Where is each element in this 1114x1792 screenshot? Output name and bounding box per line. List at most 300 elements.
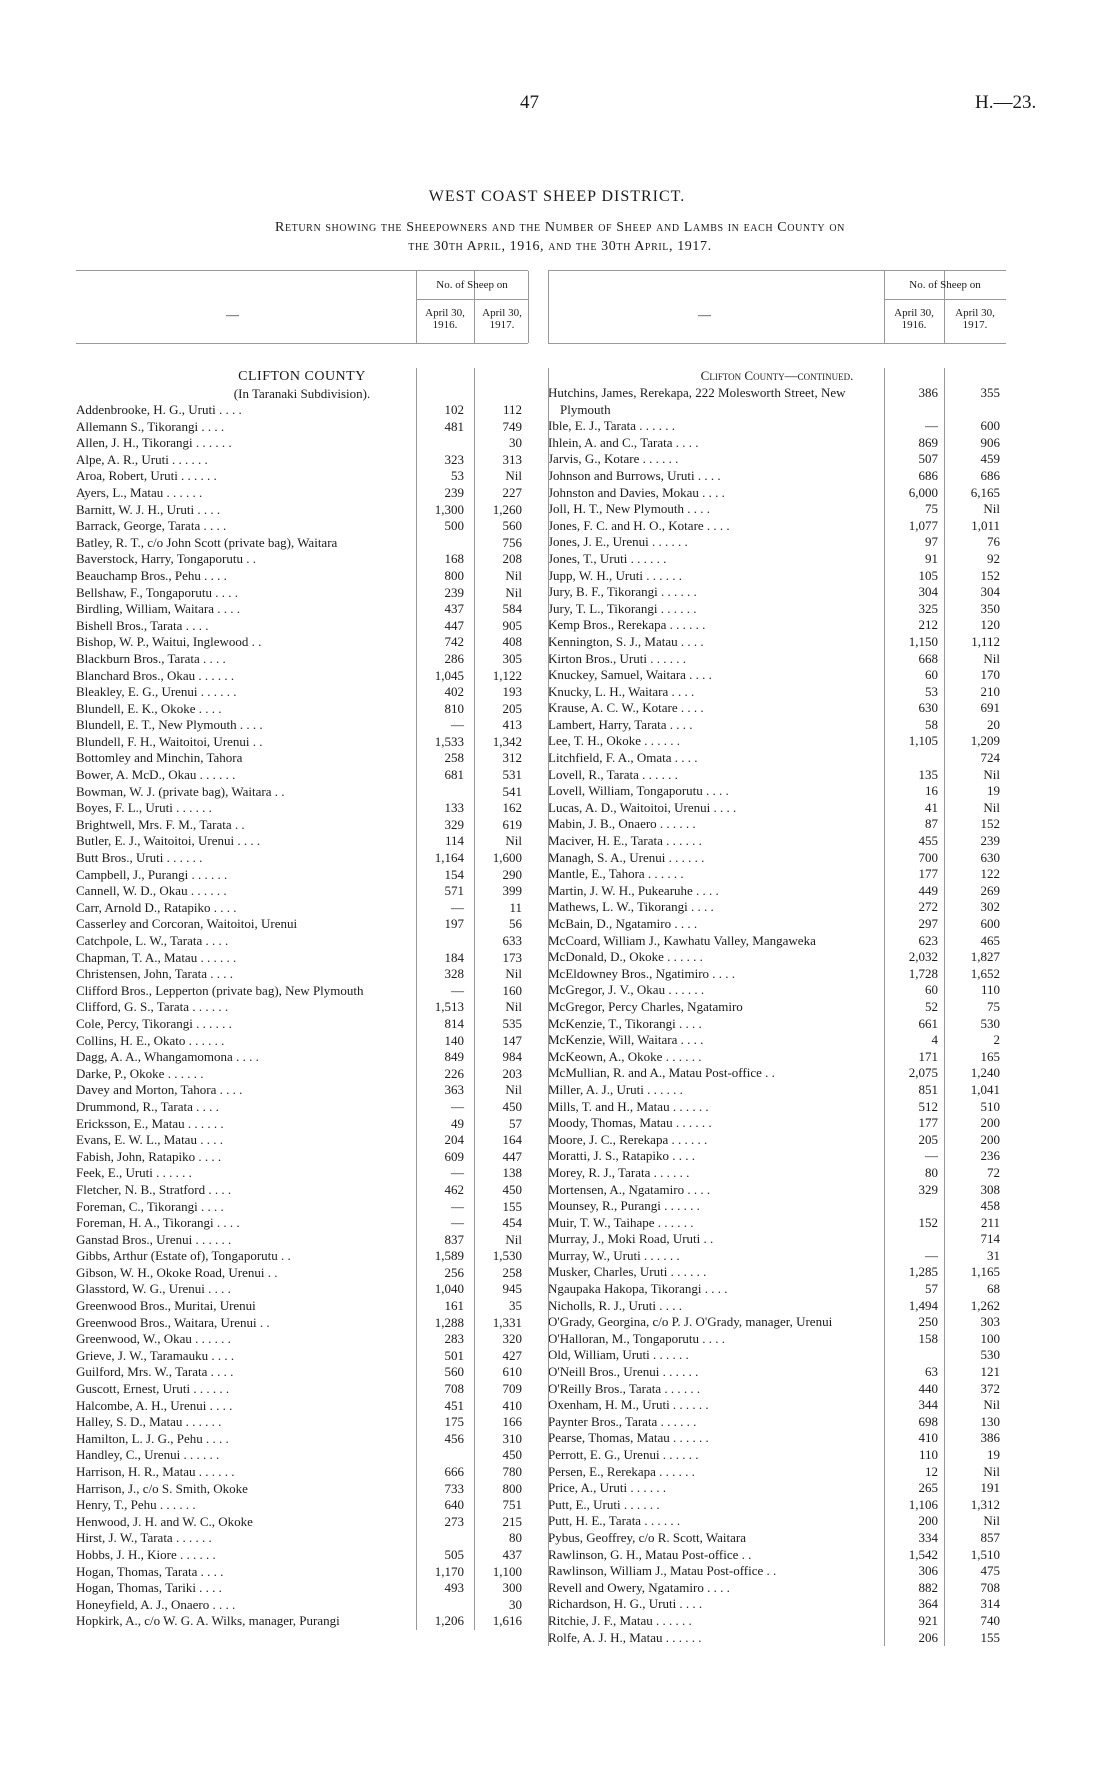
owner-name: Foreman, C., Tikorangi . . . .	[76, 1198, 224, 1214]
sheep-1917: 1,331	[492, 1314, 522, 1330]
owner-name: Hobbs, J. H., Kiore . . . . . .	[76, 1546, 216, 1562]
sheep-1916: 1,106	[908, 1496, 938, 1512]
owner-name: Moratti, J. S., Ratapiko . . . .	[548, 1148, 695, 1164]
sheep-1917: 112	[502, 402, 522, 417]
table-row	[548, 1563, 1006, 1580]
table-row	[548, 1480, 1006, 1497]
sheep-1916: 363	[444, 1082, 464, 1098]
sheep-1916: 110	[918, 1447, 938, 1462]
sheep-1917: 173	[502, 949, 522, 965]
owner-name: Guilford, Mrs. W., Tarata . . . .	[76, 1364, 234, 1380]
owner-name: Johnson and Burrows, Uruti . . . .	[548, 467, 721, 483]
sheep-1916: 226	[444, 1065, 464, 1081]
table-row	[76, 1099, 528, 1116]
sheep-1917: 155	[502, 1198, 522, 1214]
table-row	[76, 1215, 528, 1232]
sheep-1916: 1,542	[908, 1546, 938, 1562]
owner-name: Hutchins, James, Rerekapa, 222 Molesworth Street, New Plymouth	[548, 385, 846, 417]
sheep-1917: 751	[502, 1497, 522, 1513]
sheep-1917: 1,510	[970, 1546, 1000, 1562]
owner-name: Blundell, E. K., Okoke . . . .	[76, 700, 222, 716]
sheep-1916: 58	[925, 716, 938, 732]
owner-name: Lovell, William, Tongaporutu . . . .	[548, 783, 729, 799]
owner-name: Allen, J. H., Tikorangi . . . . . .	[76, 435, 232, 451]
table-row	[548, 1264, 1006, 1281]
owner-name: Feek, E., Uruti . . . . . .	[76, 1165, 192, 1181]
owner-name: Putt, H. E., Tarata . . . . . .	[548, 1513, 681, 1529]
sheep-1917: 686	[980, 467, 1000, 483]
owner-name: Managh, S. A., Urenui . . . . . .	[548, 849, 705, 865]
sheep-1917: 450	[502, 1181, 522, 1197]
table-row	[76, 452, 528, 469]
owner-name: Evans, E. W. L., Matau . . . .	[76, 1132, 223, 1148]
owner-name: McCoard, William J., Kawhatu Valley, Mangaweka	[548, 932, 816, 948]
table-row	[548, 1115, 1006, 1132]
sheep-1916: 250	[918, 1314, 938, 1330]
table-row	[548, 966, 1006, 983]
table-row	[548, 850, 1006, 867]
owner-name: Greenwood Bros., Muritai, Urenui	[76, 1298, 256, 1314]
sheep-1916: 440	[918, 1380, 938, 1396]
sheep-1917: 100	[980, 1330, 1000, 1346]
sheep-1916: 810	[444, 700, 464, 716]
sheep-1916: 1,150	[908, 633, 938, 649]
sheep-1916: 158	[918, 1330, 938, 1346]
owner-name: Litchfield, F. A., Omata . . . .	[548, 750, 698, 766]
sheep-1916: 1,105	[908, 733, 938, 749]
table-row	[76, 850, 528, 867]
sheep-1917: Nil	[983, 766, 1000, 782]
owner-name: Mills, T. and H., Matau . . . . . .	[548, 1098, 709, 1114]
sheep-1916: 344	[918, 1397, 938, 1413]
sheep-1917: 11	[509, 899, 522, 915]
table-row	[548, 700, 1006, 717]
owner-name: Putt, E., Uruti . . . . . .	[548, 1496, 660, 1512]
table-row	[548, 1082, 1006, 1099]
sheep-1917: 530	[980, 1015, 1000, 1031]
sheep-1916: 1,206	[434, 1613, 464, 1629]
sheep-1916: 668	[918, 650, 938, 666]
sheep-1917: 584	[502, 601, 522, 617]
owner-name: Nicholls, R. J., Uruti . . . .	[548, 1297, 682, 1313]
sheep-1916: 175	[444, 1414, 464, 1430]
table-row	[76, 867, 528, 884]
sheep-1916: 304	[918, 584, 938, 600]
table-row	[76, 1547, 528, 1564]
owner-name: Henry, T., Pehu . . . . . .	[76, 1497, 196, 1513]
table-row	[76, 1281, 528, 1298]
owner-name: Greenwood Bros., Waitara, Urenui . .	[76, 1314, 270, 1330]
sheep-1916: 505	[444, 1546, 464, 1562]
sheep-1917: Nil	[983, 650, 1000, 666]
table-row	[548, 1182, 1006, 1199]
sheep-1917: 313	[502, 451, 522, 467]
sheep-1917: Nil	[505, 584, 522, 600]
sheep-1916: 177	[918, 1115, 938, 1131]
sheep-1917: Nil	[505, 468, 522, 484]
sheep-1917: 600	[980, 916, 1000, 931]
sheep-1917: 314	[980, 1596, 1000, 1612]
sheep-1916: 283	[444, 1331, 464, 1347]
owner-name: Lovell, R., Tarata . . . . . .	[548, 766, 678, 782]
owner-name: Bellshaw, F., Tongaporutu . . . .	[76, 584, 238, 600]
owner-name: Pybus, Geoffrey, c/o R. Scott, Waitara	[548, 1529, 747, 1545]
owner-name: Hirst, J. W., Tarata . . . . . .	[76, 1530, 212, 1546]
owner-name: Knucky, L. H., Waitara . . . .	[548, 683, 695, 699]
table-row	[76, 485, 528, 502]
table-row	[548, 1464, 1006, 1481]
owner-name: Knuckey, Samuel, Waitara . . . .	[548, 667, 712, 683]
table-row	[76, 1116, 528, 1133]
table-row	[548, 485, 1006, 502]
sheep-1916: 168	[444, 551, 464, 567]
owner-name: Bleakley, E. G., Urenui . . . . . .	[76, 684, 237, 700]
owner-name: Guscott, Ernest, Uruti . . . . . .	[76, 1381, 230, 1397]
sheep-1916: 171	[918, 1048, 938, 1064]
sheep-1916: 814	[444, 1015, 464, 1031]
sheep-1916: 41	[925, 799, 938, 815]
table-row	[76, 601, 528, 618]
sheep-1916: 623	[918, 932, 938, 948]
owner-name: Glasstord, W. G., Urenui . . . .	[76, 1281, 231, 1297]
table-row	[76, 833, 528, 850]
left-table	[76, 270, 528, 1630]
sheep-1917: 857	[980, 1529, 1000, 1545]
owner-name: Lee, T. H., Okoke . . . . . .	[548, 733, 681, 749]
table-row	[548, 1016, 1006, 1033]
table-row	[76, 817, 528, 834]
sheep-1917: 1,041	[970, 1081, 1000, 1097]
table-row	[548, 933, 1006, 950]
sheep-1917: 984	[502, 1049, 522, 1065]
name-column-header: —	[226, 307, 239, 322]
sheep-1917: 166	[502, 1414, 522, 1430]
sheep-1917: 1,240	[970, 1065, 1000, 1081]
sheep-1917: Nil	[505, 999, 522, 1015]
sheep-1916: 161	[444, 1298, 464, 1314]
table-row	[548, 1132, 1006, 1149]
sheep-1917: 31	[987, 1247, 1000, 1263]
sheep-1916: 272	[918, 899, 938, 915]
owner-name: Mortensen, A., Ngatamiro . . . .	[548, 1181, 711, 1197]
sheep-1916: 698	[918, 1413, 938, 1429]
table-row	[76, 1331, 528, 1348]
table-row	[76, 1597, 528, 1614]
owner-name: Ngaupaka Hakopa, Tikorangi . . . .	[548, 1281, 728, 1297]
owner-name: Davey and Morton, Tahora . . . .	[76, 1082, 243, 1098]
sheep-1916: 609	[444, 1148, 464, 1164]
owner-name: Perrott, E. G., Urenui . . . . . .	[548, 1447, 699, 1462]
sheep-1917: 372	[980, 1380, 1000, 1396]
sheep-1916: 197	[444, 916, 464, 932]
owner-name: Jury, T. L., Tikorangi . . . . . .	[548, 600, 697, 616]
sheep-1916: 63	[925, 1364, 938, 1380]
date-1916-header: April 30, 1916.	[894, 307, 934, 331]
owner-name: McBain, D., Ngatamiro . . . .	[548, 916, 698, 931]
sheep-1917: 300	[502, 1580, 522, 1596]
table-row	[548, 601, 1006, 618]
sheep-1917: 756	[502, 534, 522, 550]
table-row	[548, 1447, 1006, 1464]
owner-name: Hamilton, L. J. G., Pehu . . . .	[76, 1430, 229, 1446]
sheep-1917: 191	[980, 1480, 1000, 1496]
table-row	[548, 1198, 1006, 1215]
page-title: WEST COAST SHEEP DISTRICT.	[428, 188, 686, 205]
sheep-1917: 714	[980, 1231, 1000, 1247]
sheep-1917: 1,112	[971, 633, 1000, 649]
sheep-1917: 152	[980, 816, 1000, 832]
owner-name: Rawlinson, G. H., Matau Post-office . .	[548, 1546, 752, 1562]
sheep-1917: 57	[509, 1115, 522, 1131]
owner-name: Henwood, J. H. and W. C., Okoke	[76, 1513, 253, 1529]
sheep-1916: 52	[925, 998, 938, 1014]
sheep-1917: 308	[980, 1181, 1000, 1197]
table-row	[76, 1165, 528, 1182]
sheep-1916: 1,513	[434, 999, 464, 1015]
table-row	[548, 1580, 1006, 1597]
sheep-1917: 459	[980, 451, 1000, 467]
sheep-1916: 364	[918, 1596, 938, 1612]
sheep-1916: 2,032	[908, 949, 938, 965]
sheep-1917: 1,312	[970, 1496, 1000, 1512]
owner-name: Lucas, A. D., Waitoitoi, Urenui . . . .	[548, 799, 737, 815]
sheep-1917: 215	[502, 1513, 522, 1529]
sheep-1917: 355	[980, 385, 1000, 400]
sheep-1916: 53	[925, 683, 938, 699]
sheep-1916: —	[451, 899, 464, 915]
sheep-1916: 6,000	[908, 484, 938, 500]
sheep-1916: 297	[918, 916, 938, 931]
owner-name: Kemp Bros., Rerekapa . . . . . .	[548, 617, 706, 633]
sheep-1917: 410	[502, 1397, 522, 1413]
table-row	[76, 1564, 528, 1581]
table-row	[76, 618, 528, 635]
sheep-1917: 708	[980, 1579, 1000, 1595]
table-row	[76, 1182, 528, 1199]
sheep-1917: 454	[502, 1215, 522, 1231]
sheep-1916: 1,164	[434, 850, 464, 866]
owner-name: Blanchard Bros., Okau . . . . . .	[76, 667, 235, 683]
sheep-1916: —	[451, 1215, 464, 1231]
owner-name: Fabish, John, Ratapiko . . . .	[76, 1148, 222, 1164]
sheep-1917: 780	[502, 1464, 522, 1479]
sheep-1916: 849	[444, 1049, 464, 1065]
sheep-1917: 110	[980, 982, 1000, 998]
owner-name: Gibbs, Arthur (Estate of), Tongaporutu . .	[76, 1248, 291, 1264]
sheep-1916: 800	[444, 567, 464, 583]
table-row	[76, 684, 528, 701]
sheep-1916: 1,077	[908, 517, 938, 533]
left-rows	[76, 402, 528, 1630]
table-row	[548, 435, 1006, 452]
table-row	[76, 1431, 528, 1448]
sheep-1917: 1,209	[970, 733, 1000, 749]
table-row	[548, 1364, 1006, 1381]
table-row	[76, 1414, 528, 1431]
sheep-1916: 152	[918, 1214, 938, 1230]
table-row	[548, 1331, 1006, 1348]
owner-name: Harrison, J., c/o S. Smith, Okoke	[76, 1480, 248, 1496]
table-row	[76, 1298, 528, 1315]
table-row	[76, 634, 528, 651]
table-row	[76, 585, 528, 602]
table-row	[76, 668, 528, 685]
sheep-1917: 610	[502, 1364, 522, 1380]
table-row	[548, 866, 1006, 883]
sheep-1917: 541	[502, 783, 522, 799]
sheep-1917: 302	[980, 899, 1000, 915]
table-row	[548, 883, 1006, 900]
table-row	[548, 1630, 1006, 1647]
sheep-1917: 155	[980, 1629, 1000, 1645]
sheep-1917: Nil	[505, 567, 522, 583]
table-row	[76, 651, 528, 668]
owner-name: Clifford Bros., Lepperton (private bag), New Plymouth	[76, 982, 364, 998]
table-row	[548, 501, 1006, 518]
sheep-1917: 200	[980, 1115, 1000, 1131]
owner-name: Ritchie, J. F., Matau . . . . . .	[548, 1612, 692, 1628]
sheep-1916: 666	[444, 1464, 464, 1479]
sheep-1917: 1,652	[970, 965, 1000, 981]
sheep-1916: 239	[444, 584, 464, 600]
table-row	[548, 816, 1006, 833]
table-row	[548, 800, 1006, 817]
sheep-1917: 906	[980, 434, 1000, 450]
right-table	[548, 270, 1006, 1646]
owner-name: Kennington, S. J., Matau . . . .	[548, 633, 704, 649]
sheep-1916: 200	[918, 1513, 938, 1529]
owner-name: Butler, E. J., Waitoitoi, Urenui . . . .	[76, 833, 261, 849]
owner-name: Price, A., Uruti . . . . . .	[548, 1480, 667, 1496]
table-row	[76, 1530, 528, 1547]
owner-name: Drummond, R., Tarata . . . .	[76, 1098, 219, 1114]
sheep-1917: 312	[502, 750, 522, 766]
sheep-1916: 447	[444, 617, 464, 633]
table-row	[548, 1298, 1006, 1315]
sheep-1917: 80	[509, 1530, 522, 1546]
sheep-1917: 600	[980, 418, 1000, 434]
owner-name: Barrack, George, Tarata . . . .	[76, 518, 227, 534]
table-row	[548, 750, 1006, 767]
table-row	[76, 999, 528, 1016]
table-row	[548, 468, 1006, 485]
sheep-1917: 75	[987, 998, 1000, 1014]
table-row	[548, 667, 1006, 684]
owner-name: McKenzie, T., Tikorangi . . . .	[548, 1015, 702, 1031]
table-row	[548, 1530, 1006, 1547]
table-row	[548, 717, 1006, 734]
owner-name: Halcombe, A. H., Urenui . . . .	[76, 1397, 233, 1413]
owner-name: Dagg, A. A., Whangamomona . . . .	[76, 1049, 259, 1065]
sheep-1916: 449	[918, 882, 938, 898]
owner-name: Cannell, W. D., Okau . . . . . .	[76, 883, 227, 899]
table-row	[548, 1231, 1006, 1248]
table-row	[76, 1149, 528, 1166]
owner-name: Johnston and Davies, Mokau . . . .	[548, 484, 725, 500]
sheep-1917: 152	[980, 567, 1000, 583]
sheep-1916: 661	[918, 1015, 938, 1031]
page-number: 47	[520, 92, 539, 113]
sheep-1917: 1,600	[492, 850, 522, 866]
table-row	[76, 1580, 528, 1597]
sheep-1916: 571	[444, 883, 464, 899]
sheep-1916: 882	[918, 1579, 938, 1595]
date-1917-header: April 30, 1917.	[955, 307, 995, 331]
sheep-1916: 1,589	[434, 1248, 464, 1264]
sheep-1917: 320	[502, 1331, 522, 1347]
table-row	[76, 767, 528, 784]
sheep-1916: 2,075	[908, 1065, 938, 1081]
table-row	[548, 1165, 1006, 1182]
owner-name: Aroa, Robert, Uruti . . . . . .	[76, 468, 217, 484]
sheep-1916: 681	[444, 767, 464, 783]
sheep-1916: 105	[918, 567, 938, 583]
sheep-1917: Nil	[983, 1513, 1000, 1529]
sheep-1917: 1,616	[492, 1613, 522, 1629]
sheep-1917: 239	[980, 833, 1000, 849]
no-of-sheep-header: No. of Sheep on	[909, 279, 981, 291]
right-table-body	[548, 368, 1006, 1646]
sheep-1917: 303	[980, 1314, 1000, 1330]
sheep-1917: 30	[509, 435, 522, 451]
owner-name: Harrison, H. R., Matau . . . . . .	[76, 1464, 235, 1479]
sheep-1916: 386	[918, 385, 938, 400]
sheep-1917: 437	[502, 1546, 522, 1562]
owner-name: Handley, C., Urenui . . . . . .	[76, 1447, 220, 1463]
table-row	[76, 535, 528, 552]
owner-name: Paynter Bros., Tarata . . . . . .	[548, 1413, 697, 1429]
sheep-1917: 450	[502, 1447, 522, 1463]
owner-name: Carr, Arnold D., Ratapiko . . . .	[76, 899, 237, 915]
date-1916-header: April 30, 1916.	[425, 307, 465, 331]
owner-name: Bower, A. McD., Okau . . . . . .	[76, 767, 236, 783]
table-row	[76, 1514, 528, 1531]
sheep-1917: 227	[502, 484, 522, 500]
owner-name: Joll, H. T., New Plymouth . . . .	[548, 501, 711, 517]
sheep-1917: 560	[502, 518, 522, 534]
owner-name: Campbell, J., Purangi . . . . . .	[76, 866, 228, 882]
sheep-1916: 204	[444, 1132, 464, 1148]
sheep-1916: 306	[918, 1563, 938, 1579]
table-row	[548, 385, 1006, 418]
owner-name: Persen, E., Rerekapa . . . . . .	[548, 1463, 695, 1479]
sheep-1917: 68	[987, 1281, 1000, 1297]
table-row	[76, 883, 528, 900]
sheep-1917: 633	[502, 933, 522, 948]
owner-name: Hogan, Thomas, Tariki . . . .	[76, 1580, 222, 1596]
sheep-1916: 135	[918, 766, 938, 782]
sheep-1917: 709	[502, 1381, 522, 1397]
sheep-1916: 1,533	[434, 733, 464, 749]
sheep-1916: 869	[918, 434, 938, 450]
sheep-1917: 905	[502, 617, 522, 633]
owner-name: Bishop, W. P., Waitui, Inglewood . .	[76, 634, 262, 650]
sheep-1917: 350	[980, 600, 1000, 616]
sheep-1917: 399	[502, 883, 522, 899]
owner-name: Blackburn Bros., Tarata . . . .	[76, 650, 226, 666]
sheep-1917: 458	[980, 1198, 1000, 1214]
sheep-1917: 630	[980, 849, 1000, 865]
right-rows	[548, 385, 1006, 1646]
sheep-1917: 236	[980, 1148, 1000, 1164]
sheep-1916: —	[451, 1165, 464, 1181]
owner-name: Morey, R. J., Tarata . . . . . .	[548, 1164, 690, 1180]
sheep-1916: 265	[918, 1480, 938, 1496]
table-row	[76, 800, 528, 817]
sheep-1916: —	[925, 418, 938, 434]
table-row	[76, 734, 528, 751]
sheep-1917: 19	[987, 1447, 1000, 1462]
